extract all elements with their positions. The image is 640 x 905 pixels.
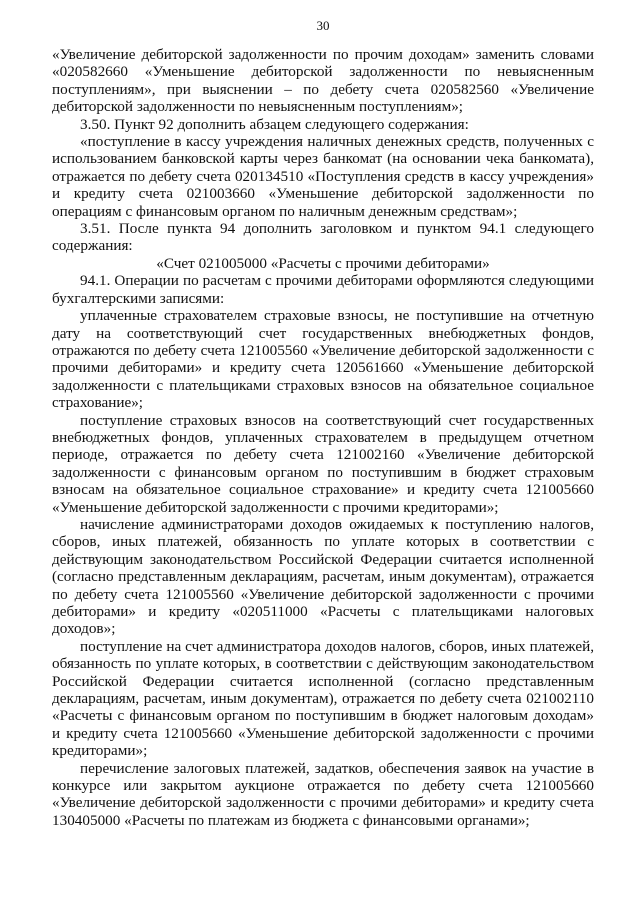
document-body <box>52 46 594 829</box>
paragraph-11: перечисление залоговых платежей, задатков, обеспечения заявок на участие в конкурсе или закрытом аукционе отражается по дебету счета 121005660 «Увеличение дебиторской задолженности с прочими дебиторами» и кредиту счета 130405000 «Расчеты по платежам из бюджета с финансовыми органами»; <box>52 759 594 829</box>
page-number: 30 <box>316 18 330 33</box>
paragraph-8: поступление страховых взносов на соответствующий счет государственных внебюджетных фондов, уплаченных страхователем в предыдущем отчетном периоде, отражается по дебету счета 121002160 «Увеличение дебиторской задолженности с финансовым органом по поступившим в бюджет страховым взносам на обязательное социальное страхование» и кредиту счета 121005660 «Уменьшение дебиторской задолженности с прочими кредиторами»; <box>52 411 594 516</box>
paragraph-9: начисление администраторами доходов ожидаемых к поступлению налогов, сборов, иных платежей, обязанность по уплате которых в соответствии с действующим законодательством Российской Федерации считается исполненной (согласно представленным декларациям, расчетам, иным документам), отражается по дебету счета 121005560 «Увеличение дебиторской задолженности с прочими дебиторами» и кредиту «020511000 «Расчеты с плательщиками налоговых доходов»; <box>52 515 594 638</box>
paragraph-4: 3.51. После пункта 94 дополнить заголовком и пунктом 94.1 следующего содержания: <box>52 220 594 255</box>
paragraph-1: «Увеличение дебиторской задолженности по прочим доходам» заменить словами «020582660 «Уменьшение дебиторской задолженности по невыясненным поступлениям», при выяснении – по дебету счета 020582560 «Увеличение дебиторской задолженности по невыясненным поступлениям»; <box>52 46 594 116</box>
paragraph-10: поступление на счет администратора доходов налогов, сборов, иных платежей, обязанность по уплате которых, в соответствии с действующим законодательством Российской Федерации считается исполненной (согласно представленным декларациям, расчетам, иным документам), отражается по дебету счета 021002110 «Расчеты с финансовым органом по поступившим в бюджет налоговым доходам» и кредиту счета 121005660 «Уменьшение дебиторской задолженности с прочими кредиторами»; <box>52 637 594 760</box>
paragraph-2: 3.50. Пункт 92 дополнить абзацем следующего содержания: <box>80 115 469 133</box>
paragraph-6: 94.1. Операции по расчетам с прочими дебиторами оформляются следующими бухгалтерскими записями: <box>52 272 594 307</box>
section-heading: «Счет 021005000 «Расчеты с прочими дебиторами» <box>156 254 490 272</box>
paragraph-7: уплаченные страхователем страховые взносы, не поступившие на отчетную дату на соответствующий счет государственных внебюджетных фондов, отражаются по дебету счета 121005560 «Увеличение дебиторской задолженности с прочими дебиторами» и кредиту счета 120561660 «Уменьшение дебиторской задолженности с плательщиками страховых взносов на обязательное социальное страхование»; <box>52 307 594 412</box>
paragraph-3: «поступление в кассу учреждения наличных денежных средств, полученных с использованием банковской карты через банкомат (на основании чека банкомата), отражается по дебету счета 020134510 «Поступления средств в кассу учреждения» и кредиту счета 021003660 «Уменьшение дебиторской задолженности по операциям с финансовым органом по наличным денежным средствам»; <box>52 133 594 220</box>
